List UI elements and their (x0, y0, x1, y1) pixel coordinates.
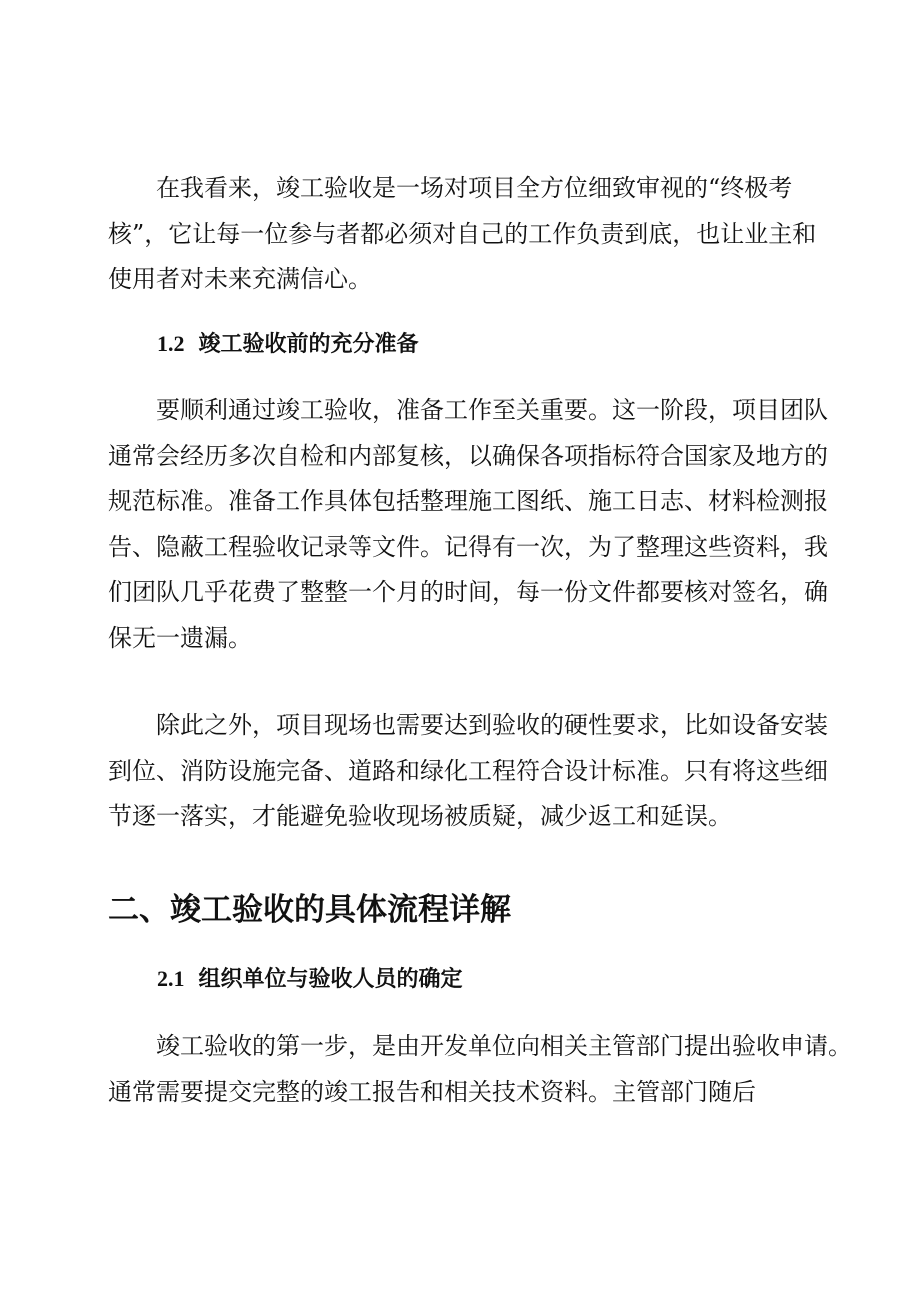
section-number: 1.2 (157, 331, 185, 356)
paragraph-line: 们团队几乎花费了整整一个月的时间，每一份文件都要核对签名，确 (108, 578, 828, 606)
paragraph-line: 除此之外，项目现场也需要达到验收的硬性要求，比如设备安装 (156, 711, 828, 739)
section-heading-2-1 (157, 962, 463, 993)
paragraph-site-requirements (108, 703, 828, 840)
section-title: 竣工验收前的充分准备 (198, 332, 419, 357)
paragraph-line: 节逐一落实，才能避免验收现场被质疑，减少返工和延误。 (108, 802, 732, 830)
paragraph-line: 告、隐蔽工程验收记录等文件。记得有一次，为了整理这些资料，我 (108, 532, 828, 561)
section-number: 2.1 (157, 966, 185, 991)
chapter-heading-2: 二、竣工验收的具体流程详解 (108, 892, 511, 928)
paragraph-line: 竣工验收的第一步，是由开发单位向相关主管部门提出验收申请。 (156, 1032, 852, 1060)
section-heading-1-2 (157, 327, 419, 358)
paragraph-line: 要顺利通过竣工验收，准备工作至关重要。这一阶段，项目团队 (156, 396, 828, 424)
paragraph-application (108, 1024, 852, 1115)
paragraph-line: 保无一遗漏。 (108, 623, 252, 652)
paragraph-line: 通常需要提交完整的竣工报告和相关技术资料。主管部门随后 (108, 1077, 756, 1106)
paragraph-line: 在我看来，竣工验收是一场对项目全方位细致审视的“终极考 (156, 174, 793, 202)
paragraph-final-exam-view (108, 166, 820, 303)
section-title: 组织单位与验收人员的确定 (198, 967, 463, 992)
paragraph-line: 核”，它让每一位参与者都必须对自己的工作负责到底，也让业主和 (108, 219, 817, 248)
paragraph-line: 通常会经历多次自检和内部复核，以确保各项指标符合国家及地方的 (108, 441, 828, 470)
paragraph-line: 规范标准。准备工作具体包括整理施工图纸、施工日志、材料检测报 (108, 487, 828, 515)
paragraph-line: 使用者对未来充满信心。 (108, 265, 372, 293)
paragraph-preparation (108, 388, 828, 661)
paragraph-line: 到位、消防设施完备、道路和绿化工程符合设计标准。只有将这些细 (108, 756, 828, 785)
